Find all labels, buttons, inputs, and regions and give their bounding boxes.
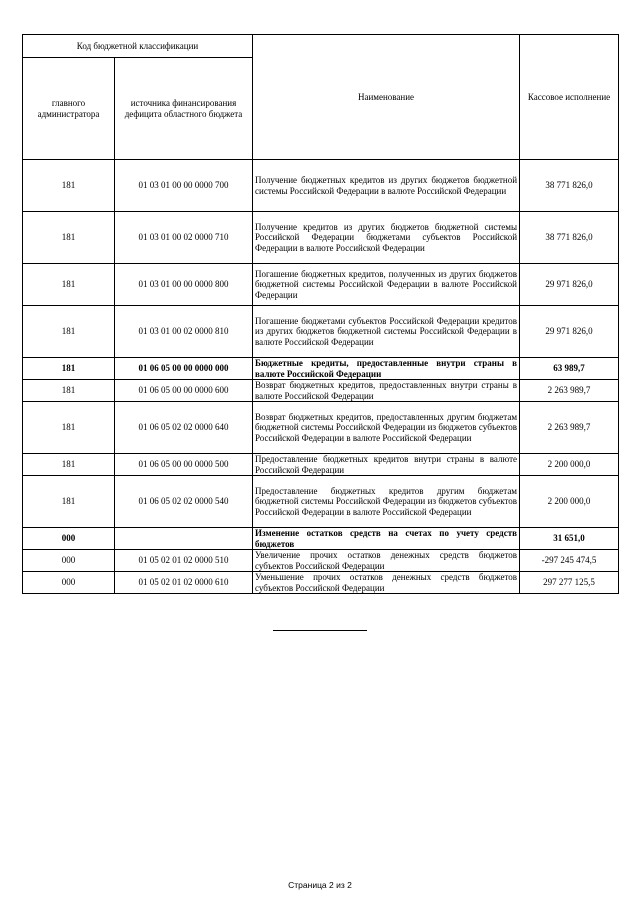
table-row <box>23 402 619 454</box>
source-code-cell: 01 03 01 00 00 0000 800 <box>115 264 253 306</box>
name-cell: Предоставление бюджетных кредитов другим бюджетам бюджетной системы Российской Федерации из бюджетов субъектов Российской Федерации в валюте Российской Федерации <box>253 476 520 528</box>
source-code-cell: 01 06 05 02 02 0000 640 <box>115 402 253 454</box>
source-code-cell: 01 05 02 01 02 0000 510 <box>115 550 253 572</box>
admin-code-cell: 000 <box>23 572 115 594</box>
amount-column-header: Кассовое исполнение <box>520 35 619 160</box>
source-code-cell <box>115 528 253 550</box>
amount-cell: 31 651,0 <box>520 528 619 550</box>
table-row <box>23 212 619 264</box>
admin-code-cell: 181 <box>23 476 115 528</box>
name-cell: Получение кредитов из других бюджетов бюджетной системы Российской Федерации бюджетами субъектов Российской Федерации в валюте Российской Федерации <box>253 212 520 264</box>
table-row <box>23 358 619 380</box>
admin-code-cell: 000 <box>23 550 115 572</box>
amount-cell: 63 989,7 <box>520 358 619 380</box>
admin-code-cell: 000 <box>23 528 115 550</box>
admin-code-cell: 181 <box>23 380 115 402</box>
name-cell: Возврат бюджетных кредитов, предоставленных внутри страны в валюте Российской Федерации <box>253 380 520 402</box>
footnote-separator <box>273 630 367 631</box>
source-code-cell: 01 06 05 00 00 0000 500 <box>115 454 253 476</box>
source-code-cell: 01 03 01 00 02 0000 810 <box>115 306 253 358</box>
amount-cell: 297 277 125,5 <box>520 572 619 594</box>
name-cell: Увеличение прочих остатков денежных средств бюджетов субъектов Российской Федерации <box>253 550 520 572</box>
amount-cell: 38 771 826,0 <box>520 212 619 264</box>
admin-code-cell: 181 <box>23 454 115 476</box>
admin-column-header: главного администратора <box>23 58 115 160</box>
name-column-header: Наименование <box>253 35 520 160</box>
source-code-cell: 01 06 05 00 00 0000 000 <box>115 358 253 380</box>
name-cell: Бюджетные кредиты, предоставленные внутри страны в валюте Российской Федерации <box>253 358 520 380</box>
amount-cell: 29 971 826,0 <box>520 306 619 358</box>
amount-cell: 2 200 000,0 <box>520 454 619 476</box>
name-cell: Уменьшение прочих остатков денежных средств бюджетов субъектов Российской Федерации <box>253 572 520 594</box>
table-row <box>23 306 619 358</box>
amount-cell: 2 263 989,7 <box>520 380 619 402</box>
code-group-header: Код бюджетной классификации <box>23 35 253 58</box>
page-number: Страница 2 из 2 <box>288 880 352 890</box>
source-code-cell: 01 06 05 02 02 0000 540 <box>115 476 253 528</box>
table-row <box>23 476 619 528</box>
admin-code-cell: 181 <box>23 212 115 264</box>
amount-cell: 38 771 826,0 <box>520 160 619 212</box>
name-cell: Получение бюджетных кредитов из других бюджетов бюджетной системы Российской Федерации в валюте Российской Федерации <box>253 160 520 212</box>
table-row <box>23 528 619 550</box>
admin-code-cell: 181 <box>23 264 115 306</box>
source-column-header: источника финансирования дефицита областного бюджета <box>115 58 253 160</box>
name-cell: Погашение бюджетами субъектов Российской Федерации кредитов из других бюджетов бюджетной системы Российской Федерации в валюте Российской Федерации <box>253 306 520 358</box>
table-row <box>23 572 619 594</box>
admin-code-cell: 181 <box>23 160 115 212</box>
table-row <box>23 550 619 572</box>
source-code-cell: 01 03 01 00 00 0000 700 <box>115 160 253 212</box>
table-row <box>23 454 619 476</box>
amount-cell: 29 971 826,0 <box>520 264 619 306</box>
name-cell: Возврат бюджетных кредитов, предоставленных другим бюджетам бюджетной системы Российской Федерации из бюджетов субъектов Российской Федерации в валюте Российской Федерации <box>253 402 520 454</box>
admin-code-cell: 181 <box>23 402 115 454</box>
amount-cell: 2 200 000,0 <box>520 476 619 528</box>
table-row <box>23 160 619 212</box>
admin-code-cell: 181 <box>23 306 115 358</box>
table-body <box>23 160 619 594</box>
source-code-cell: 01 06 05 00 00 0000 600 <box>115 380 253 402</box>
table-row <box>23 264 619 306</box>
name-cell: Изменение остатков средств на счетах по учету средств бюджетов <box>253 528 520 550</box>
name-cell: Предоставление бюджетных кредитов внутри страны в валюте Российской Федерации <box>253 454 520 476</box>
admin-code-cell: 181 <box>23 358 115 380</box>
name-cell: Погашение бюджетных кредитов, полученных из других бюджетов бюджетной системы Российской Федерации в валюте Российской Федерации <box>253 264 520 306</box>
amount-cell: 2 263 989,7 <box>520 402 619 454</box>
budget-classification-table <box>22 34 619 594</box>
table-row <box>23 380 619 402</box>
amount-cell: -297 245 474,5 <box>520 550 619 572</box>
source-code-cell: 01 03 01 00 02 0000 710 <box>115 212 253 264</box>
source-code-cell: 01 05 02 01 02 0000 610 <box>115 572 253 594</box>
